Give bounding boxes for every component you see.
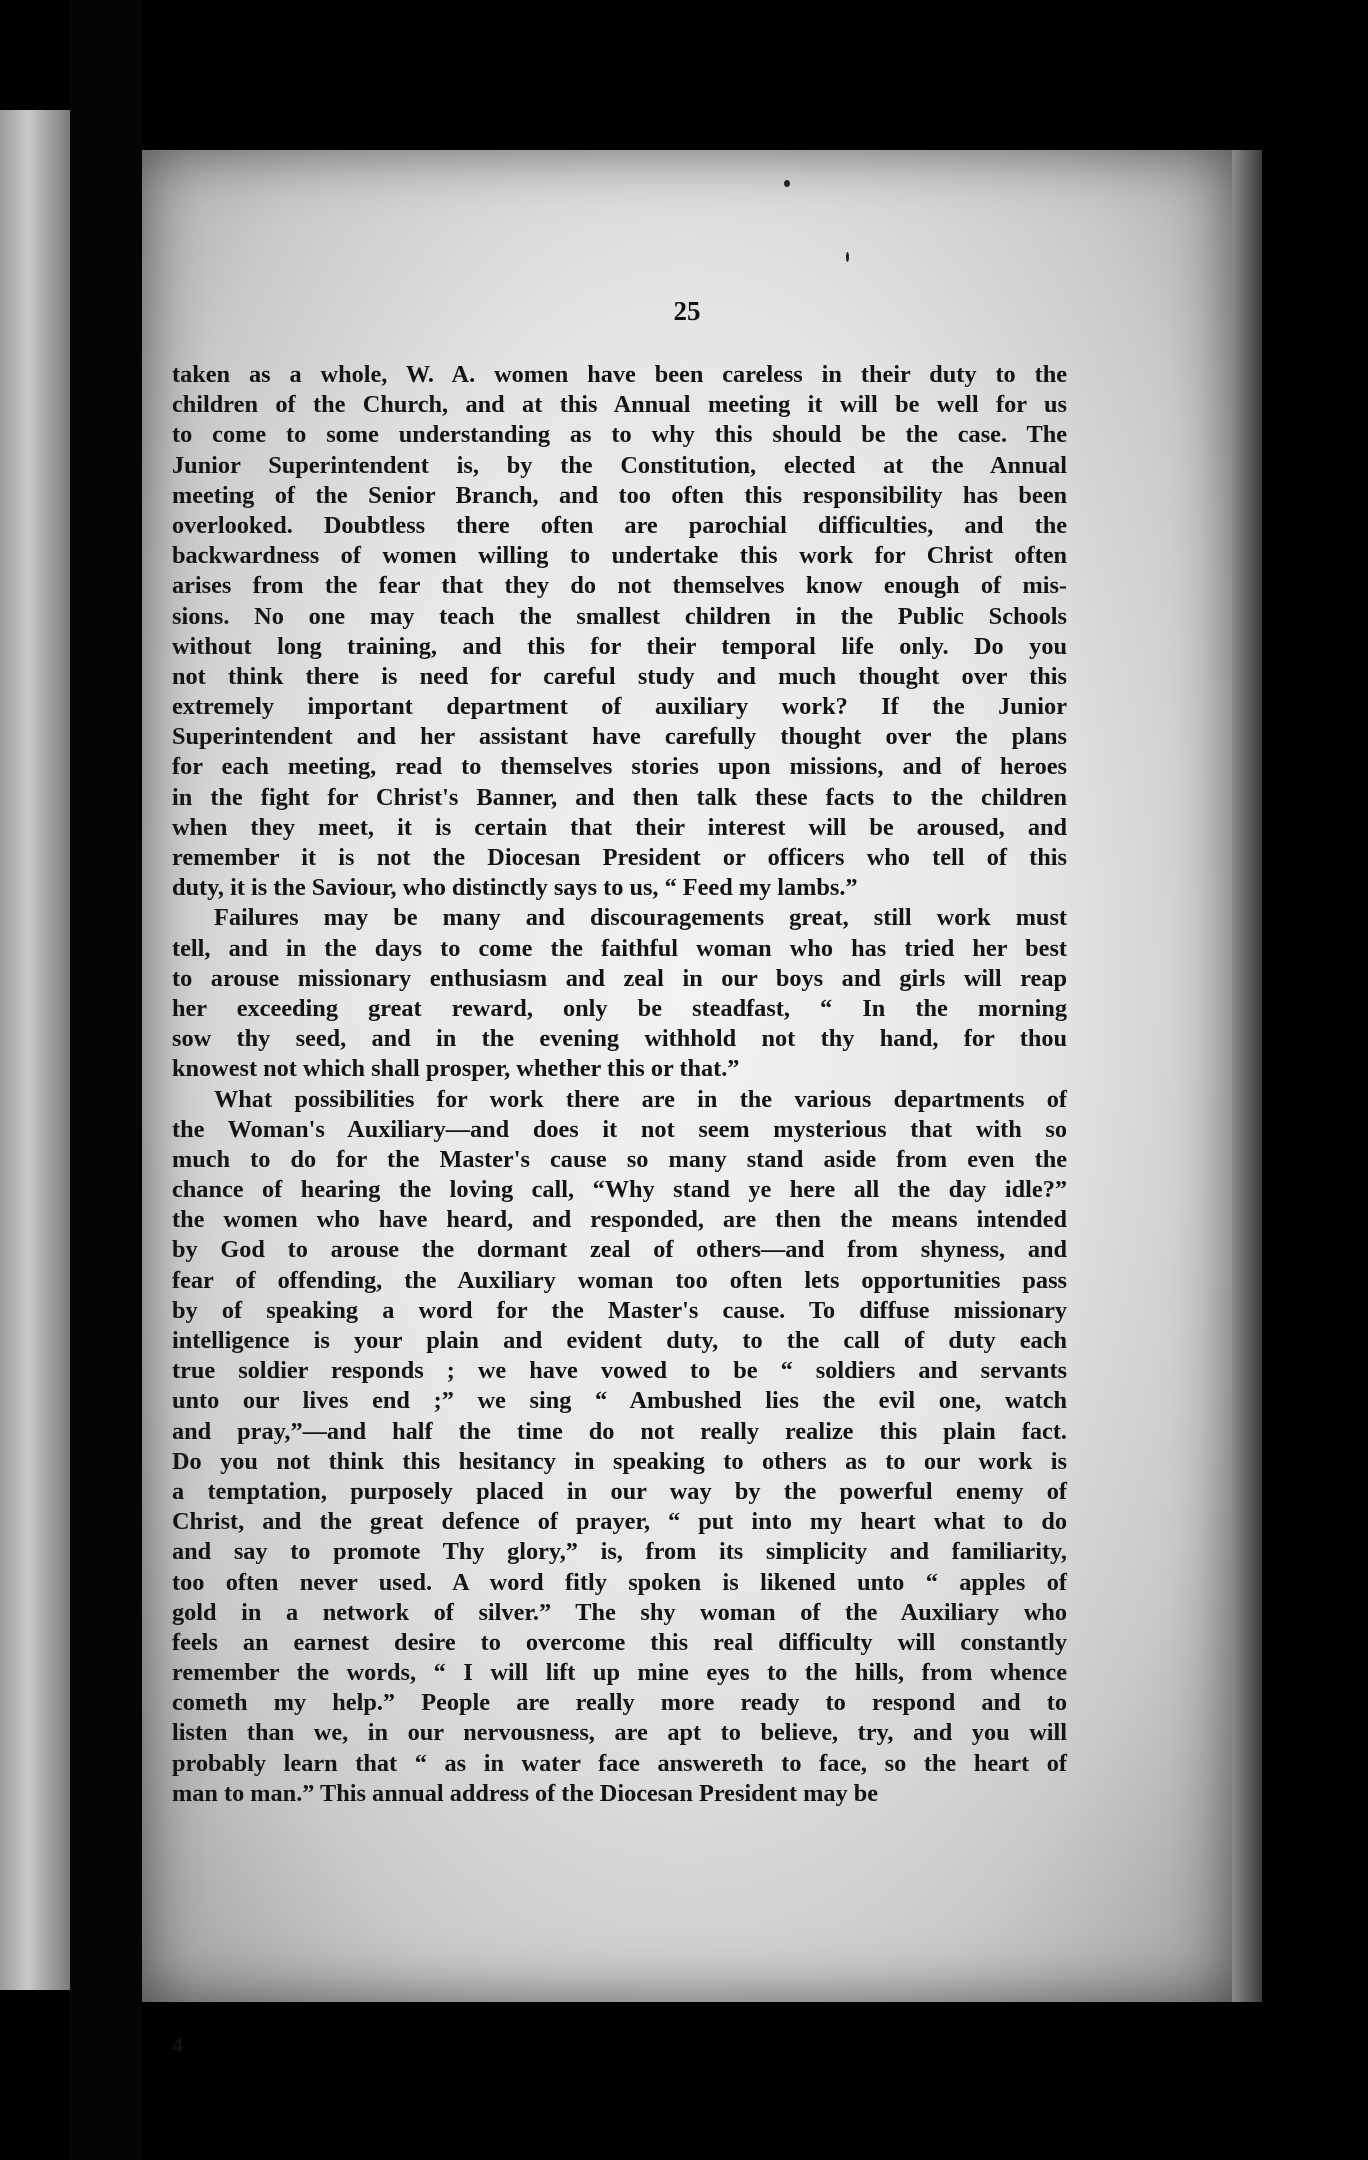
text-line: the women who have heard, and responded, are then the means intended [172,1206,1067,1234]
text-line: by of speaking a word for the Master's cause. To diffuse missionary [172,1296,1067,1324]
text-line: the Woman's Auxiliary—and does it not seem mysterious that with so [172,1115,1067,1143]
paragraph [172,1085,1067,1810]
text-line: for each meeting, read to themselves stories upon missions, and of heroes [172,753,1067,781]
text-line: Christ, and the great defence of prayer, “ put into my heart what to do [172,1508,1067,1536]
text-line: in the fight for Christ's Banner, and then talk these facts to the children [172,783,1067,811]
page-edge-shadow [1232,150,1262,2002]
text-line: to arouse missionary enthusiasm and zeal in our boys and girls will reap [172,964,1067,992]
text-line: extremely important department of auxiliary work? If the Junior [172,693,1067,721]
text-line: without long training, and this for their temporal life only. Do you [172,632,1067,660]
text-line: Do you not think this hesitancy in speaking to others as to our work is [172,1447,1067,1475]
text-line: true soldier responds ; we have vowed to be “ soldiers and servants [172,1357,1067,1385]
text-line: fear of offending, the Auxiliary woman too often lets opportunities pass [172,1266,1067,1294]
book-page [142,150,1232,2057]
text-line: Superintendent and her assistant have carefully thought over the plans [172,723,1067,751]
text-line: arises from the fear that they do not themselves know enough of mis- [172,572,1067,600]
text-line: by God to arouse the dormant zeal of others—and from shyness, and [172,1236,1067,1264]
signature-mark: 4 [172,2032,183,2057]
text-line: man to man.” This annual address of the Diocesan President may be [172,1779,879,1807]
text-line: not think there is need for careful study and much thought over this [172,662,1067,690]
text-line: listen than we, in our nervousness, are apt to believe, try, and you will [172,1719,1067,1747]
text-line: Junior Superintendent is, by the Constitution, elected at the Annual [172,451,1067,479]
text-line: taken as a whole, W. A. women have been careless in their duty to the [172,361,1067,388]
text-line: a temptation, purposely placed in our way by the powerful enemy of [172,1477,1067,1505]
text-line: and say to promote Thy glory,” is, from its simplicity and familiarity, [172,1538,1067,1566]
text-line: What possibilities for work there are in the various departments of [214,1085,1067,1113]
paragraph [172,903,1067,1084]
text-line: sow thy seed, and in the evening withhold not thy hand, for thou [172,1025,1067,1053]
text-line: probably learn that “ as in water face answereth to face, so the heart of [172,1749,1067,1777]
text-line: cometh my help.” People are really more ready to respond and to [172,1689,1067,1717]
book-gutter [70,0,142,2160]
text-line: remember it is not the Diocesan President or officers who tell of this [172,844,1067,871]
body-text [172,360,1067,1809]
facing-page-edge [0,110,70,1990]
text-line: gold in a network of silver.” The shy woman of the Auxiliary who [172,1598,1067,1626]
text-line: sions. No one may teach the smallest children in the Public Schools [172,602,1067,630]
text-line: children of the Church, and at this Annual meeting it will be well for us [172,391,1067,419]
text-line: too often never used. A word fitly spoken is likened unto “ apples of [172,1568,1067,1596]
text-line: to come to some understanding as to why this should be the case. The [172,421,1067,449]
paragraph [172,360,1067,903]
page-number: 25 [673,296,701,326]
text-line: and pray,”—and half the time do not really realize this plain fact. [172,1417,1067,1445]
text-line: unto our lives end ;” we sing “ Ambushed lies the evil one, watch [172,1387,1067,1415]
text-line: duty, it is the Saviour, who distinctly says to us, “ Feed my lambs.” [172,874,858,902]
text-line: meeting of the Senior Branch, and too often this responsibility has been [172,481,1067,509]
text-line: tell, and in the days to come the faithful woman who has tried her best [172,934,1067,962]
ink-speck [784,180,790,187]
text-line: feels an earnest desire to overcome this real difficulty will constantly [172,1628,1067,1656]
text-line: overlooked. Doubtless there often are parochial difficulties, and the [172,511,1067,539]
ink-speck [846,252,849,262]
text-line: chance of hearing the loving call, “Why stand ye here all the day idle?” [172,1176,1067,1204]
text-line: much to do for the Master's cause so many stand aside from even the [172,1145,1067,1173]
text-line: backwardness of women willing to undertake this work for Christ often [172,542,1067,570]
text-line: Failures may be many and discouragements great, still work must [214,904,1067,932]
text-line: remember the words, “ I will lift up mine eyes to the hills, from whence [172,1659,1067,1687]
text-line: when they meet, it is certain that their interest will be aroused, and [172,813,1067,841]
text-line: knowest not which shall prosper, whether this or that.” [172,1055,740,1083]
text-line: her exceeding great reward, only be steadfast, “ In the morning [172,994,1067,1022]
text-line: intelligence is your plain and evident duty, to the call of duty each [172,1327,1067,1354]
